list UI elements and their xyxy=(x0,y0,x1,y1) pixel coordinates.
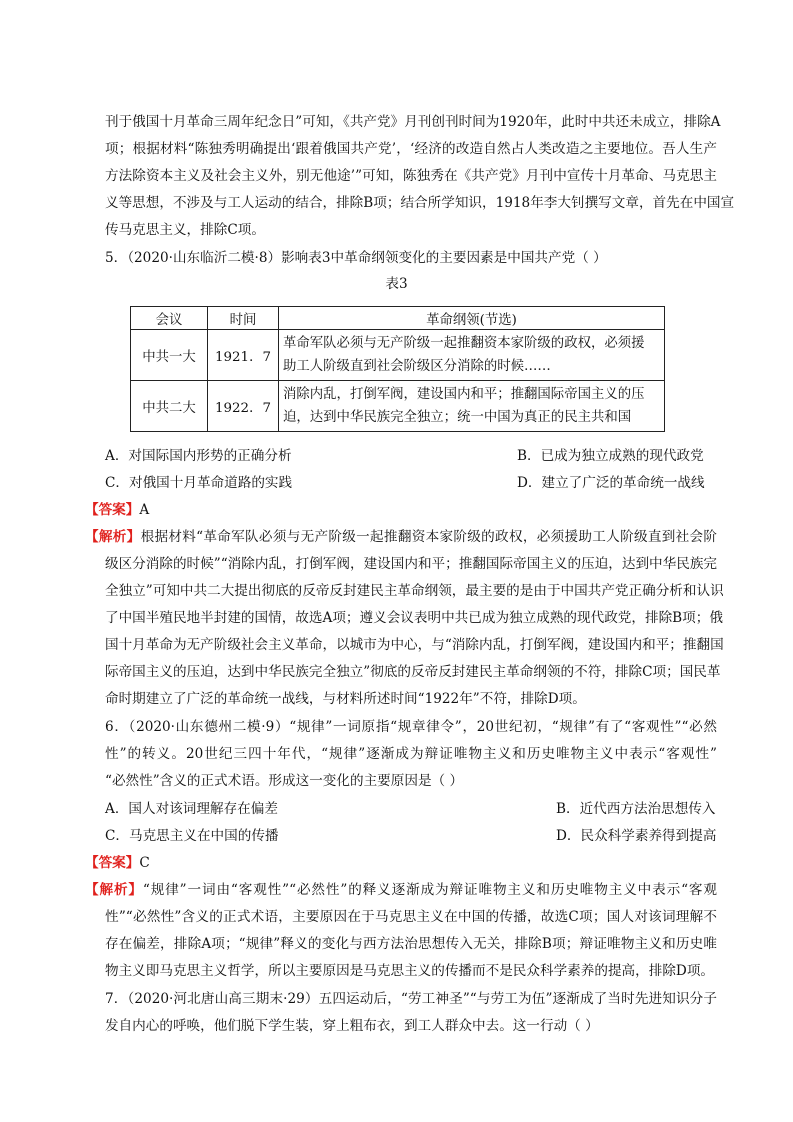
question-6-option-d: D．民众科学素养得到提高 xyxy=(556,828,717,844)
continuation-line: 项；根据材料“陈独秀明确提出‘跟着俄国共产党’，‘经济的改造自然占人类改造之主要地位。吾人生产 xyxy=(105,141,717,157)
question-6-option-b: B．近代西方法治思想传入 xyxy=(556,801,716,817)
question-6-option-a: A．国人对该词理解存在偏差 xyxy=(105,801,278,817)
question-7-stem-line: 发自内心的呼唤，他们脱下学生装，穿上粗布衣，到工人群众中去。这一行动（ ） xyxy=(105,1018,599,1034)
table-row xyxy=(131,330,665,381)
question-5-option-c: C．对俄国十月革命道路的实践 xyxy=(105,475,293,491)
answer-tag: 【答案】 xyxy=(85,502,140,518)
table-caption: 表3 xyxy=(385,276,408,292)
analysis-tag: 【解析】 xyxy=(85,529,141,545)
question-5-stem: 5．（2020·山东临沂二模·8）影响表3中革命纲领变化的主要因素是中国共产党（ ） xyxy=(105,250,607,266)
question-6-analysis-line: 性”“必然性”含义的正式术语，主要原因在于马克思主义在中国的传播，故选C项；国人对该词理解不 xyxy=(105,909,717,925)
question-5-analysis-line: 际帝国主义的压迫，达到中华民族完全独立”彻底的反帝反封建民主革命纲领的不符，排除C项；国民革 xyxy=(105,664,721,680)
program-line: 助工人阶级直到社会阶级区分消除的时候…… xyxy=(283,359,551,374)
table-cell-time: 1921．7 xyxy=(208,330,279,381)
revolution-program-table xyxy=(130,306,665,432)
question-5-analysis-line: 【解析】根据材料“革命军队必须与无产阶级一起推翻资本家阶级的政权，必须援助工人阶级直到社会阶 xyxy=(85,529,717,545)
program-line: 革命军队必须与无产阶级一起推翻资本家阶级的政权，必须援 xyxy=(283,336,645,351)
question-6-stem-line: 6．（2020·山东德州二模·9）“规律”一词原指“规章律令”，20世纪初，“规律”有了“客观性”“必然 xyxy=(105,719,717,735)
table-row xyxy=(131,381,665,432)
table-cell-program xyxy=(279,381,665,432)
question-6-stem-line: “必然性”含义的正式术语。形成这一变化的主要原因是（ ） xyxy=(105,773,464,789)
question-5-option-d: D．建立了广泛的革命统一战线 xyxy=(517,475,705,491)
continuation-line: 刊于俄国十月革命三周年纪念日”可知，《共产党》月刊创刊时间为1920年，此时中共还未成立，排除A xyxy=(105,114,721,130)
question-7-stem-line: 7．（2020·河北唐山高三期末·29）五四运动后，“劳工神圣”“与劳工为伍”逐渐成了当时先进知识分子 xyxy=(105,991,717,1007)
answer-value: C xyxy=(139,855,150,871)
table-cell-meeting: 中共一大 xyxy=(131,330,208,381)
continuation-line: 传马克思主义，排除C项。 xyxy=(105,222,265,238)
question-5-answer xyxy=(85,500,149,520)
table-cell-time: 1922．7 xyxy=(208,381,279,432)
analysis-tag: 【解析】 xyxy=(85,882,143,898)
question-6-option-c: C．马克思主义在中国的传播 xyxy=(105,828,279,844)
question-5-analysis-line: 国十月革命为无产阶级社会主义革命，以城市为中心，与“消除内乱，打倒军阀，建设国内和平；推翻国 xyxy=(105,637,724,653)
table-header-cell: 时间 xyxy=(208,307,279,330)
continuation-line: 义等思想，不涉及与工人运动的结合，排除B项；结合所学知识，1918年李大钊撰写文章，首先在中国宣 xyxy=(105,195,735,211)
question-6-stem-line: 性”的转义。20世纪三四十年代，“规律”逐渐成为辩证唯物主义和历史唯物主义中表示“客观性” xyxy=(105,746,717,762)
question-5-analysis-line: 了中国半殖民地半封建的国情，故选A项；遵义会议表明中共已成为独立成熟的现代政党，排除B项；俄 xyxy=(105,610,723,626)
question-6-answer xyxy=(85,853,150,873)
table-header-cell: 会议 xyxy=(131,307,208,330)
question-5-option-a: A．对国际国内形势的正确分析 xyxy=(105,448,292,464)
question-5-analysis-line: 命时期建立了广泛的革命统一战线，与材料所述时间“1922年”不符，排除D项。 xyxy=(105,691,586,707)
question-6-analysis-line: 物主义即马克思主义哲学，所以主要原因是马克思主义的传播而不是民众科学素养的提高，排除D项。 xyxy=(105,963,715,979)
question-6-analysis-line: 【解析】“规律”一词由“客观性”“必然性”的释义逐渐成为辩证唯物主义和历史唯物主义中表示“客观 xyxy=(85,882,717,898)
question-5-option-b: B．已成为独立成熟的现代政党 xyxy=(517,448,704,464)
question-6-analysis-line: 存在偏差，排除A项；“规律”释义的变化与西方法治思想传入无关，排除B项；辩证唯物主义和历史唯 xyxy=(105,936,717,952)
question-5-analysis-line: 级区分消除的时候”“消除内乱，打倒军阀，建设国内和平；推翻国际帝国主义的压迫，达到中华民族完 xyxy=(105,556,718,572)
answer-tag: 【答案】 xyxy=(85,855,140,871)
program-line: 迫，达到中华民族完全独立；统一中国为真正的民主共和国 xyxy=(283,410,632,425)
table-cell-program xyxy=(279,330,665,381)
answer-value: A xyxy=(139,502,150,518)
table-header-row xyxy=(131,307,665,330)
continuation-line: 方法除资本主义及社会主义外，别无他途’”可知，陈独秀在《共产党》月刊中宣传十月革命、马克思主 xyxy=(105,168,717,184)
program-line: 消除内乱，打倒军阀，建设国内和平；推翻国际帝国主义的压 xyxy=(283,387,645,402)
table-cell-meeting: 中共二大 xyxy=(131,381,208,432)
question-5-analysis-line: 全独立”可知中共二大提出彻底的反帝反封建民主革命纲领，最主要的是由于中国共产党正确分析和认识 xyxy=(105,583,724,599)
table-header-cell: 革命纲领(节选) xyxy=(279,307,665,330)
